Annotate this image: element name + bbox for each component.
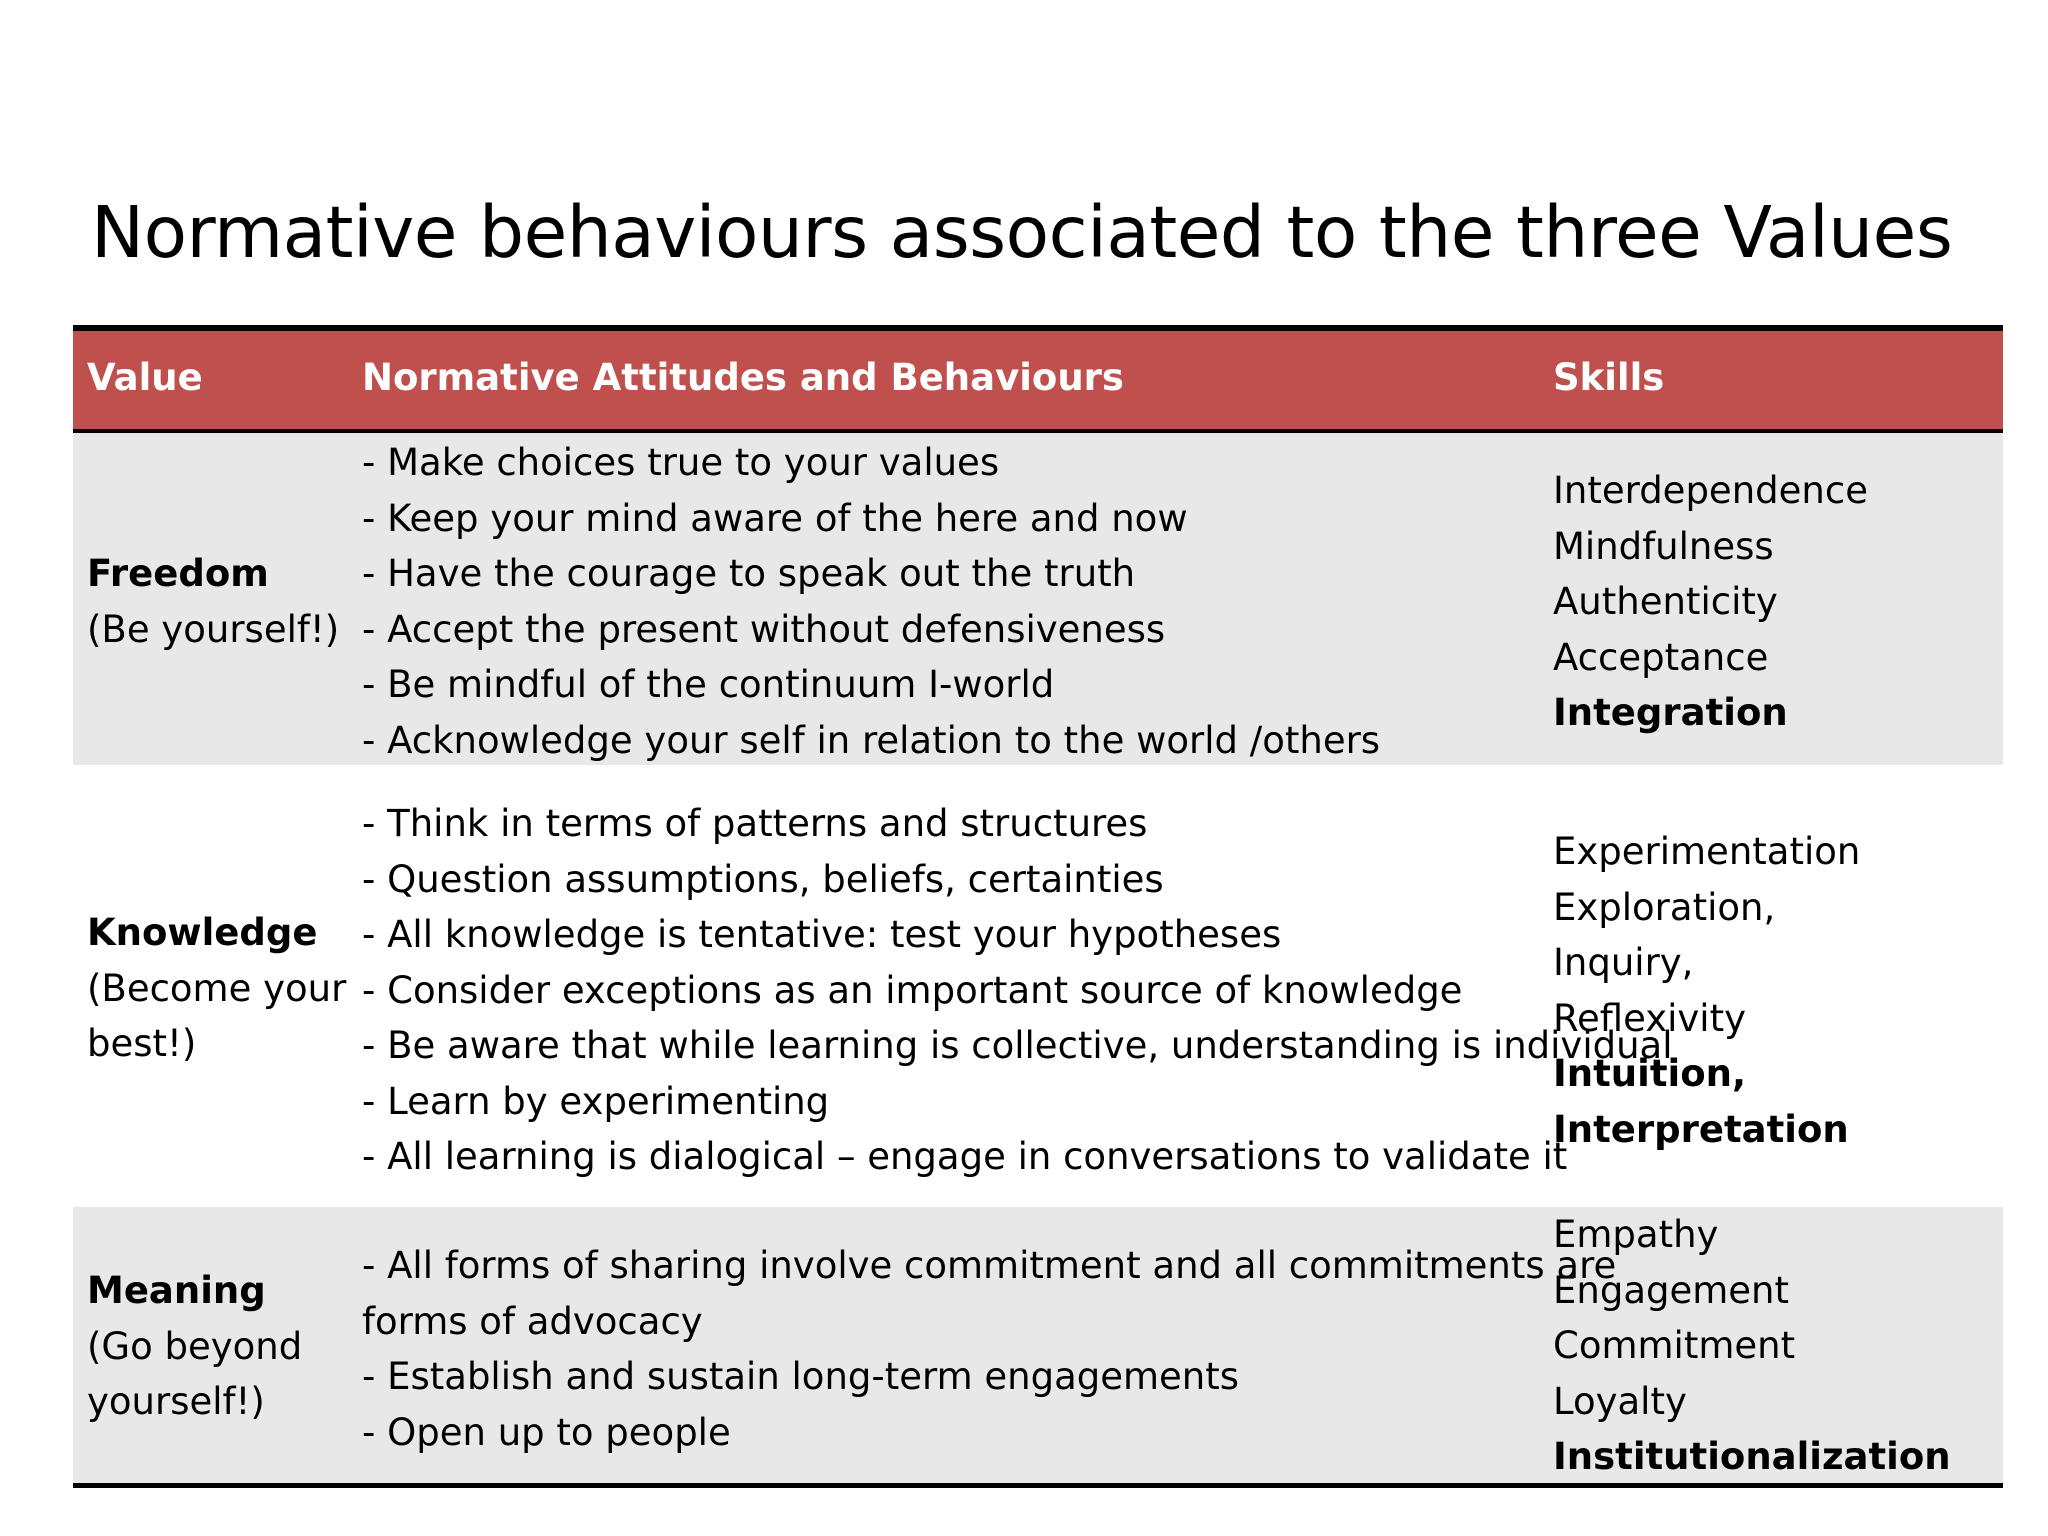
behaviour-item: - Question assumptions, beliefs, certainties <box>362 857 1164 901</box>
table-header <box>73 325 2003 433</box>
skill-item: Experimentation <box>1553 830 1861 873</box>
behaviour-item: - Make choices true to your values <box>362 441 1000 484</box>
skill-item: Commitment <box>1553 1324 1796 1367</box>
value-name: Meaning <box>87 1269 266 1312</box>
value-subtitle: yourself!) <box>87 1380 265 1423</box>
header-value: Value <box>87 356 203 399</box>
skill-item-key: Interpretation <box>1553 1107 1849 1151</box>
skill-item: Exploration, <box>1553 885 1776 929</box>
table-row-meaning <box>73 1207 2003 1483</box>
skill-item: Acceptance <box>1553 635 1769 679</box>
skill-item-key: Integration <box>1553 691 1788 734</box>
behaviour-item: - Acknowledge your self in relation to the world /others <box>362 718 1381 762</box>
behaviour-item: forms of advocacy <box>362 1299 703 1343</box>
skill-item: Authenticity <box>1553 580 1778 623</box>
behaviour-item: - All knowledge is tentative: test your hypotheses <box>362 913 1282 956</box>
behaviour-item: - Have the courage to speak out the truth <box>362 552 1136 595</box>
behaviour-item: - Think in terms of patterns and structures <box>362 802 1148 845</box>
value-cell-freedom <box>87 546 340 657</box>
behaviour-item: - Be mindful of the continuum I-world <box>362 663 1055 706</box>
value-cell-knowledge <box>87 905 347 1072</box>
table-row-freedom <box>73 433 2003 765</box>
behaviours-cell-meaning <box>362 1238 1616 1460</box>
skill-item-key: Institutionalization <box>1553 1435 1951 1478</box>
skill-item: Inquiry, <box>1553 941 1694 984</box>
skills-cell-freedom <box>1553 463 1868 741</box>
values-table <box>73 325 2003 1488</box>
behaviour-item: - Establish and sustain long-term engagements <box>362 1355 1240 1398</box>
behaviour-item: - Learn by experimenting <box>362 1079 830 1123</box>
behaviour-item: - Open up to people <box>362 1410 731 1454</box>
behaviours-cell-freedom <box>362 435 1380 768</box>
header-behaviours: Normative Attitudes and Behaviours <box>362 356 1124 399</box>
skill-item: Engagement <box>1553 1268 1790 1312</box>
behaviour-item: - Consider exceptions as an important source of knowledge <box>362 968 1463 1012</box>
behaviour-item: - All forms of sharing involve commitment and all commitments are <box>362 1244 1617 1287</box>
value-subtitle: best!) <box>87 1022 197 1065</box>
value-subtitle: (Go beyond <box>87 1324 303 1368</box>
page-title: Normative behaviours associated to the three Values <box>91 191 1953 274</box>
table-row-knowledge <box>73 765 2003 1207</box>
skill-item: Empathy <box>1553 1213 1719 1256</box>
skills-cell-meaning <box>1553 1207 1951 1485</box>
behaviour-item: - Accept the present without defensiveness <box>362 607 1166 651</box>
behaviour-item: - All learning is dialogical – engage in conversations to validate it <box>362 1135 1568 1178</box>
value-name: Freedom <box>87 552 269 595</box>
skills-cell-knowledge <box>1553 824 1860 1157</box>
skill-item: Loyalty <box>1553 1379 1687 1423</box>
behaviour-item: - Keep your mind aware of the here and now <box>362 496 1188 540</box>
value-cell-meaning <box>87 1263 337 1430</box>
value-subtitle: (Become your <box>87 966 347 1010</box>
skill-item: Interdependence <box>1553 469 1868 512</box>
skill-item: Reflexivity <box>1553 996 1746 1040</box>
skill-item: Mindfulness <box>1553 524 1774 568</box>
value-name: Knowledge <box>87 911 318 954</box>
skill-item-key: Intuition, <box>1553 1052 1747 1095</box>
behaviours-cell-knowledge <box>362 796 1673 1185</box>
behaviour-item: - Be aware that while learning is collective, understanding is individual <box>362 1024 1673 1067</box>
value-subtitle: (Be yourself!) <box>87 607 340 651</box>
header-skills: Skills <box>1553 356 1665 399</box>
